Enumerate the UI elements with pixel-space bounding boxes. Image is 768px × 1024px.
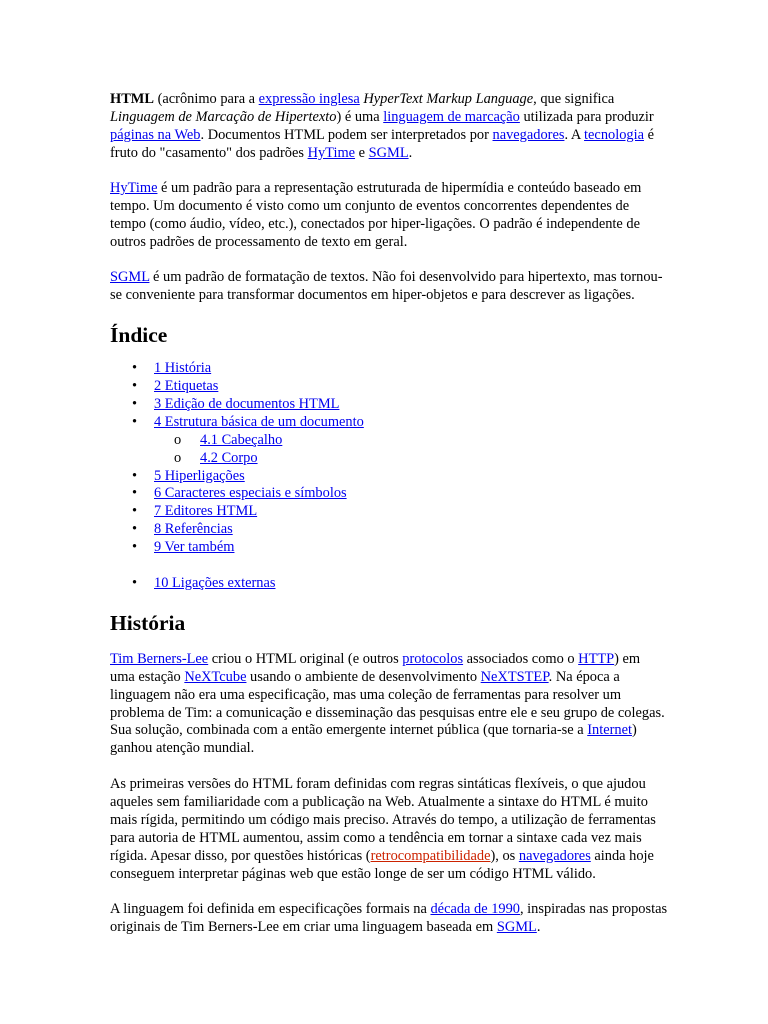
text-span: é um padrão de formatação de textos. Não foi desenvolvido para hipertexto, mas tornou-se conveniente para transformar documentos em hiper-objetos e para descrever as ligações. [110,269,663,304]
hytime-paragraph [110,180,668,252]
link-decada-de-1990[interactable]: década de 1990 [430,901,520,918]
link-retrocompatibilidade[interactable]: retrocompatibilidade [370,847,491,864]
toc-list [110,360,668,557]
text-span: , que significa [533,91,615,107]
toc-item [110,468,668,486]
link-hytime[interactable]: HyTime [110,180,158,197]
toc-item [110,485,668,503]
text-span: associados como o [463,650,579,667]
link-linguagem-de-marcacao[interactable]: linguagem de marcação [383,108,520,125]
text-span: e [355,144,369,161]
text-span: ) é uma [336,108,384,125]
toc-link-etiquetas[interactable]: 2 Etiquetas [154,377,219,394]
text-span: , inspiradas nas propostas originais de Tim Berners-Lee em criar uma linguagem baseada em [110,901,668,936]
toc-link-caracteres[interactable]: 6 Caracteres especiais e símbolos [154,485,347,502]
toc-list-extra [110,575,668,593]
text-span: (acrônimo para a [153,91,259,107]
link-navegadores[interactable]: navegadores [518,847,591,864]
historia-paragraph-1 [110,651,668,758]
toc-item [110,414,668,432]
section-heading-historia: História [110,610,186,635]
text-span: . Na época a linguagem não era uma especificação, mas uma coleção de ferramentas para resolver um problema de Tim: a comunicação e disseminação das pesquisas entre ele e seu grupo de colegas. Sua solução, combinada com a então emergente internet pública (que tornaria-se a [110,668,665,739]
toc-item [110,396,668,414]
text-span: ainda hoje conseguem interpretar páginas web que estão longe de ser um código HTML válido. [110,847,654,882]
link-nextcube[interactable]: NeXTcube [184,668,247,685]
text-span: ) em uma estação [110,650,641,685]
link-nextstep[interactable]: NeXTSTEP [480,668,549,685]
link-hytime[interactable]: HyTime [307,144,356,161]
toc-item [110,503,668,521]
link-http[interactable]: HTTP [578,650,615,667]
emphasis-linguagem: Linguagem de Marcação de Hipertexto [110,108,337,125]
link-internet[interactable]: Internet [587,722,632,739]
toc-link-referencias[interactable]: 8 Referências [154,521,233,538]
toc-link-cabecalho[interactable]: 4.1 Cabeçalho [200,431,283,448]
toc-link-edicao[interactable]: 3 Edição de documentos HTML [154,395,340,412]
toc-link-editores[interactable]: 7 Editores HTML [154,503,258,520]
text-span: usando o ambiente de desenvolvimento [246,668,481,685]
toc-heading: Índice [110,323,168,348]
toc-item [110,521,668,539]
text-span: . [408,144,413,161]
intro-paragraph [110,91,668,163]
toc-link-ver-tambem[interactable]: 9 Ver também [154,539,235,556]
text-span: . [536,919,541,936]
link-sgml[interactable]: SGML [496,919,537,936]
toc-item [110,378,668,396]
link-protocolos[interactable]: protocolos [402,650,464,667]
text-span: A linguagem foi definida em especificações formais na [110,901,431,918]
text-span: As primeiras versões do HTML foram definidas com regras sintáticas flexíveis, o que ajudou aqueles sem familiaridade com a publicação na Web. Atualmente a sintaxe do HTML é muito mais rígida, permitindo um código mais preciso. Através do tempo, a utilização de ferramentas para autoria de HTML aumentou, assim como a tendência em tornar a sintaxe cada vez mais rígida. Apesar disso, por questões históricas ( [110,776,656,864]
toc-item [110,360,668,378]
link-tim-berners-lee[interactable]: Tim Berners-Lee [110,650,209,667]
text-span: é fruto do "casamento" dos padrões [110,126,654,161]
historia-paragraph-2 [110,776,668,883]
link-sgml[interactable]: SGML [368,144,409,161]
link-expressao-inglesa[interactable]: expressão inglesa [258,91,360,107]
emphasis-hypertext: HyperText Markup Language [363,91,534,107]
text-span: . Documentos HTML podem ser interpretados por [200,126,493,143]
toc-link-ligacoes-externas[interactable]: 10 Ligações externas [154,574,276,591]
text-span: . A [564,126,585,143]
link-paginas-na-web[interactable]: páginas na Web [110,126,201,143]
intro-term: HTML [110,91,154,107]
historia-paragraph-3 [110,901,668,937]
toc-subitem [110,450,668,468]
toc-subitem [110,432,668,450]
text-span: ), os [490,847,519,864]
toc-link-hiperligacoes[interactable]: 5 Hiperligações [154,467,245,484]
text-span: é um padrão para a representação estruturada de hipermídia e conteúdo baseado em tempo. Um documento é visto como um conjunto de eventos concorrentes dependentes de tempo (como áudio, vídeo, etc.), conectados por hiper-ligações. O padrão é independente de outros padrões de processamento de texto em geral. [110,180,642,250]
link-navegadores[interactable]: navegadores [492,126,565,143]
link-tecnologia[interactable]: tecnologia [584,126,644,143]
link-sgml[interactable]: SGML [110,269,150,286]
toc-item [110,539,668,557]
toc-link-estrutura[interactable]: 4 Estrutura básica de um documento [154,413,364,430]
toc-link-historia[interactable]: 1 História [154,360,212,377]
toc-link-corpo[interactable]: 4.2 Corpo [200,449,258,466]
text-span: criou o HTML original (e outros [208,650,403,667]
text-span: utilizada para produzir [519,108,654,125]
toc-item [110,575,668,593]
text-span: ) ganhou atenção mundial. [110,722,637,757]
sgml-paragraph [110,269,668,305]
